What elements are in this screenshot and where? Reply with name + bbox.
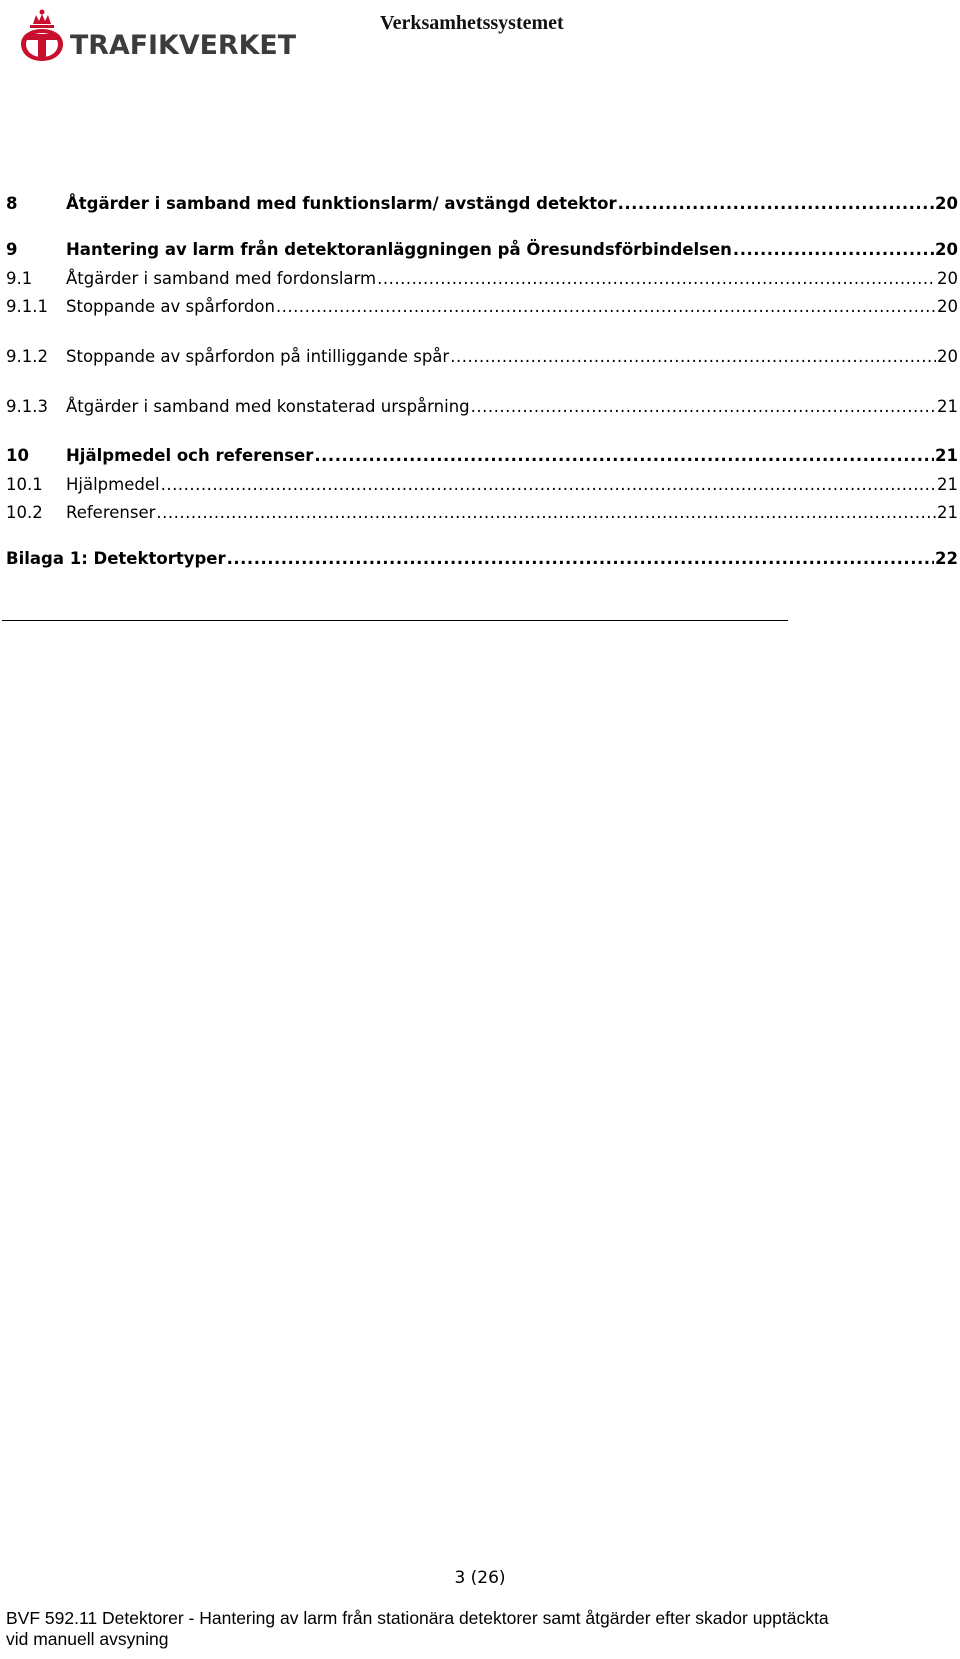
toc-entry-title: Åtgärder i samband med fordonslarm: [66, 269, 377, 288]
toc-dot-leader: [618, 194, 934, 214]
toc-entry-page: 20: [937, 297, 958, 316]
toc-dot-leader: [733, 240, 934, 260]
toc-entry-number: 10.1: [6, 475, 43, 494]
toc-entry-title: Hjälpmedel: [66, 475, 160, 494]
toc-entry[interactable]: [6, 343, 958, 367]
footer-line-2: vid manuell avsyning: [6, 1629, 169, 1649]
toc-entry-page: 21: [937, 503, 958, 522]
toc-entry-number: 9.1.1: [6, 297, 48, 316]
toc-entry-number: 9: [6, 240, 18, 259]
toc-entry-page: 20: [937, 347, 958, 366]
toc-entry-number: 10: [6, 446, 29, 465]
toc-entry[interactable]: [6, 471, 958, 495]
footer-line-1: BVF 592.11 Detektorer - Hantering av larm från stationära detektorer samt åtgärder efter skador upptäckta: [6, 1608, 829, 1628]
toc-entry-title: Referenser: [66, 503, 156, 522]
page-number: 3 (26): [454, 1568, 506, 1588]
toc-dot-leader: [161, 475, 936, 495]
toc-dot-leader: [276, 297, 936, 317]
toc-entry[interactable]: [6, 293, 958, 317]
document-system-title: Verksamhetssystemet: [380, 12, 564, 34]
toc-entry-number: 9.1.2: [6, 347, 48, 366]
crown-t-logo-icon: [21, 10, 63, 62]
toc-dot-leader: [314, 446, 934, 466]
toc-entry-page: 21: [935, 446, 958, 465]
toc-entry-page: 22: [935, 549, 958, 568]
toc-dot-leader: [471, 397, 936, 417]
toc-entry[interactable]: [6, 190, 958, 214]
toc-entry[interactable]: [6, 499, 958, 523]
toc-entry-title: Stoppande av spårfordon på intilliggande spår: [66, 347, 450, 366]
toc-entry-title: Stoppande av spårfordon: [66, 297, 275, 316]
toc-entry-number: 9.1.3: [6, 397, 48, 416]
toc-entry-title: Hantering av larm från detektoranläggningen på Öresundsförbindelsen: [66, 240, 732, 259]
toc-entry[interactable]: [6, 393, 958, 417]
toc-entry[interactable]: [6, 236, 958, 260]
logo-wordmark: TRAFIKVERKET: [70, 30, 297, 61]
toc-entry-title: Hjälpmedel och referenser: [66, 446, 314, 465]
toc-entry-number: 10.2: [6, 503, 43, 522]
divider-line: [2, 620, 788, 621]
trafikverket-logo: [12, 6, 302, 62]
toc-entry-page: 20: [937, 269, 958, 288]
toc-entry-title: Bilaga 1: Detektortyper: [6, 549, 226, 568]
toc-entry-number: 8: [6, 194, 18, 213]
toc-dot-leader: [227, 549, 934, 569]
toc-dot-leader: [377, 269, 936, 289]
toc-entry-page: 20: [935, 194, 958, 213]
toc-entry-page: 20: [935, 240, 958, 259]
toc-entry-appendix[interactable]: [6, 545, 958, 569]
toc-dot-leader: [450, 347, 936, 367]
toc-entry-title: Åtgärder i samband med konstaterad urspårning: [66, 397, 470, 416]
toc-entry[interactable]: [6, 265, 958, 289]
toc-entry-number: 9.1: [6, 269, 33, 288]
toc-entry-title: Åtgärder i samband med funktionslarm/ avstängd detektor: [66, 194, 617, 213]
toc-dot-leader: [156, 503, 936, 523]
toc-entry-page: 21: [937, 397, 958, 416]
toc-entry[interactable]: [6, 442, 958, 466]
footer: [6, 1608, 956, 1650]
toc-entry-page: 21: [937, 475, 958, 494]
